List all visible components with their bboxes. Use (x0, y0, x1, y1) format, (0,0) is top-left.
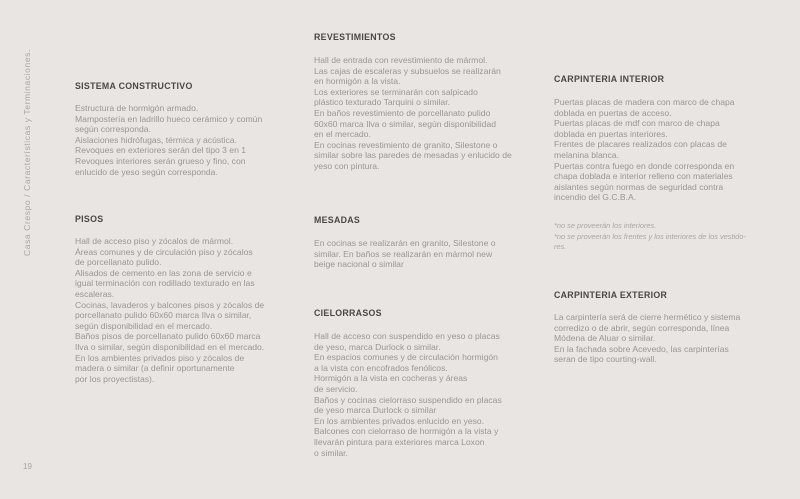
text-line: Mampostería en ladrillo hueco cerámico y común (75, 113, 263, 124)
section-heading-revestimientos: REVESTIMIENTOS (314, 32, 396, 42)
footnote: *no se proveerán los frentes y los interiores de los vestido- (554, 231, 746, 241)
text-line: Módena de Aluar o similar. (554, 333, 656, 344)
text-line: según corresponda. (75, 124, 151, 135)
text-line: Aislaciones hidrófugas, térmica y acústica. (75, 134, 237, 145)
text-line: Ilva o similar, según disponibilidad en el mercado. (75, 341, 265, 352)
text-line: porcellanato pulido 60x60 marca Ilva o similar, (75, 310, 252, 321)
text-line: de servicio. (314, 383, 358, 394)
text-line: Hall de entrada con revestimiento de mármol. (314, 55, 488, 65)
section-heading-cielorrasos: CIELORRASOS (314, 308, 382, 318)
document-side-title: Casa Crespo / Características y Terminaciones. (22, 49, 32, 256)
text-line: En cocinas revestimiento de granito, Silestone o (314, 139, 498, 150)
text-line: doblada en puertas de acceso. (554, 107, 672, 118)
text-line: por los proyectistas). (75, 373, 155, 384)
text-line: escaleras. (75, 288, 115, 299)
text-line: Cocinas, lavaderos y balcones pisos y zócalos de (75, 299, 265, 310)
text-line: llevarán pintura para exteriores marca Loxon (314, 436, 485, 447)
section-heading-carpinteria-exterior: CARPINTERIA EXTERIOR (554, 290, 668, 300)
text-line: Baños pisos de porcellanato pulido 60x60 marca (75, 331, 261, 342)
text-line: Frentes de placares realizados con placas de (554, 139, 727, 150)
text-line: En los ambientes privados enlucido en yeso. (314, 415, 485, 426)
page-number: 19 (23, 462, 32, 471)
text-line: de yeso marca Durlock o similar (314, 405, 437, 416)
text-line: 60x60 marca Ilva o similar, según disponibilidad (314, 118, 496, 129)
section-body-carpinteria-exterior (554, 312, 740, 365)
text-line: Áreas comunes y de circulación piso y zócalos (75, 246, 253, 257)
section-body-sistema-constructivo (75, 103, 262, 177)
text-line: Balcones con cielorraso de hormigón a la vista y (314, 426, 499, 437)
text-line: En los ambientes privados piso y zócalos de (75, 352, 245, 363)
footnote: res. (554, 242, 567, 252)
text-line: La carpintería será de cierre hermético y sistema (554, 312, 741, 322)
section-heading-pisos: PISOS (75, 214, 104, 224)
text-line: Puertas placas de mdf con marco de chapa (554, 118, 720, 129)
section-body-cielorrasos (314, 331, 502, 458)
section-body-carpinteria-interior (554, 97, 735, 203)
text-line: En espacios comunes y de circulación hormigón (314, 352, 498, 363)
text-line: Puertas contra fuego en donde corresponda en (554, 160, 735, 171)
text-line: aislantes según normas de seguridad contra (554, 181, 724, 192)
text-line: similar sobre las paredes de mesadas y enlucido de (314, 150, 512, 161)
text-line: Los exteriores se terminarán con salpicado (314, 86, 478, 97)
text-line: igual terminación con rodillado texturado en las (75, 278, 255, 289)
text-line: doblada en puertas interiores. (554, 128, 668, 139)
section-body-pisos (75, 236, 264, 384)
text-line: En la fachada sobre Acevedo, las carpinterías (554, 343, 729, 354)
text-line: Puertas placas de madera con marco de chapa (554, 97, 735, 107)
section-heading-mesadas: MESADAS (314, 215, 361, 225)
text-line: de porcellanato pulido. (75, 257, 162, 268)
section-heading-sistema-constructivo: SISTEMA CONSTRUCTIVO (75, 81, 193, 91)
text-line: Estructura de hormigón armado. (75, 103, 199, 113)
text-line: a la vista con encofrados fenólicos. (314, 362, 448, 373)
text-line: Las cajas de escaleras y subsuelos se realizarán (314, 65, 501, 76)
text-line: Alisados de cemento en las zona de servicio e (75, 267, 252, 278)
text-line: incendio del G.C.B.A. (554, 192, 637, 203)
footnote: *no se proveerán los interiores. (554, 221, 657, 230)
section-body-revestimientos (314, 55, 512, 172)
text-line: Hall de acceso piso y zócalos de mármol. (75, 236, 234, 246)
text-line: plástico texturado Tarquini o similar. (314, 97, 450, 108)
text-line: Hall de acceso con suspendido en yeso o placas (314, 331, 500, 341)
text-line: de yeso, marca Durlock o similar. (314, 341, 441, 352)
text-line: yeso con pintura. (314, 160, 380, 171)
text-line: en el mercado. (314, 129, 371, 140)
text-line: o similar. (314, 447, 348, 458)
text-line: en hormigón a la vista. (314, 76, 401, 87)
text-line: según disponibilidad en el mercado. (75, 320, 213, 331)
text-line: Revoques interiores serán grueso y fino, con (75, 155, 246, 166)
text-line: En cocinas se realizarán en granito, Silestone o (314, 238, 496, 248)
text-line: En baños revestimiento de porcellanato pulido (314, 107, 491, 118)
text-line: seran de tipo courting-wall. (554, 354, 657, 365)
text-line: beige nacional o similar (314, 259, 404, 270)
text-line: madera o similar (a definir oportunamente (75, 363, 235, 374)
text-line: Baños y cocinas cielorraso suspendido en placas (314, 394, 502, 405)
text-line: chapa doblada e interior relleno con materiales (554, 171, 733, 182)
section-body-mesadas (314, 238, 496, 270)
footnotes-carpinteria-interior (554, 221, 746, 253)
text-line: similar. En baños se realizarán en mármol new (314, 248, 493, 259)
text-line: enlucido de yeso según corresponda. (75, 166, 218, 177)
text-line: Revoques en exteriores serán del tipo 3 en 1 (75, 145, 247, 156)
section-heading-carpinteria-interior: CARPINTERIA INTERIOR (554, 74, 665, 84)
text-line: melanina blanca. (554, 149, 619, 160)
text-line: Hormigón a la vista en cocheras y áreas (314, 373, 468, 384)
text-line: corredizo o de abrir, según corresponda, línea (554, 322, 730, 333)
